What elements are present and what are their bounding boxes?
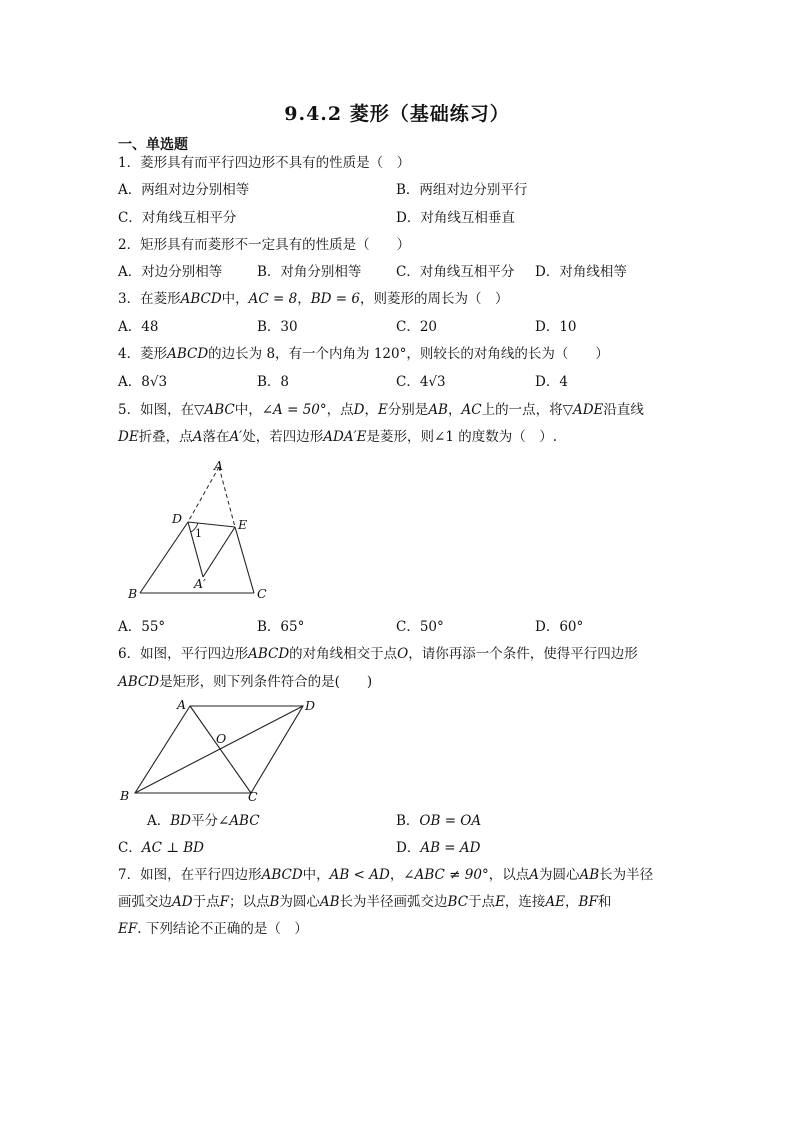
q5-label-a: A (214, 458, 224, 473)
q5-dashed-ae (219, 467, 235, 527)
q4-option-c: C．4√3 (396, 374, 446, 390)
section-heading: 一、单选题 (118, 137, 188, 153)
q5-label-1: 1 (195, 527, 202, 540)
page-title: 9.4.2 菱形（基础练习） (284, 103, 510, 125)
q1-option-a: A．两组对边分别相等 (118, 182, 250, 198)
q5-label-e: E (238, 517, 248, 532)
q5-figure (120, 455, 280, 605)
q3-option-a: A．48 (118, 319, 159, 335)
q5-option-c: C．50° (396, 619, 444, 635)
q5-stem-line1: 5．如图，在▽ABC中，∠A = 50°，点D，E分别是AB，AC上的一点，将▽ADE沿直线 (118, 402, 644, 418)
q2-option-d: D．对角线相等 (535, 264, 627, 280)
q3-stem: 3．在菱形ABCD中，AC = 8，BD = 6，则菱形的周长为（ ） (118, 291, 509, 307)
q6-option-d: D．AB = AD (396, 840, 481, 856)
q1-stem: 1．菱形具有而平行四边形不具有的性质是（ ） (118, 155, 411, 171)
q1-option-c: C．对角线互相平分 (118, 210, 237, 226)
q3-option-d: D．10 (535, 319, 577, 335)
q6-label-c: C (248, 789, 258, 804)
q5-label-d: D (172, 511, 183, 526)
q7-stem-line2: 画弧交边AD于点F；以点B为圆心AB长为半径画弧交边BC于点E，连接AE，BF和 (118, 894, 612, 910)
q5-stem-line2: DE折叠，点A落在A′处，若四边形ADA′E是菱形，则∠1 的度数为（ ）. (118, 429, 557, 445)
q4-option-d: D．4 (535, 374, 568, 390)
q5-label-a-prime: A′ (194, 576, 206, 591)
q7-stem-line1: 7．如图，在平行四边形ABCD中，AB < AD，∠ABC ≠ 90°，以点A为圆心AB长为半径 (118, 867, 654, 883)
q6-label-o: O (216, 731, 227, 746)
q6-figure (115, 695, 325, 807)
q5-option-d: D．60° (535, 619, 584, 635)
q4-option-a: A．8√3 (118, 374, 168, 390)
q5-side-ec (235, 527, 254, 593)
q4-stem: 4．菱形ABCD的边长为 8，有一个内角为 120°，则较长的对角线的长为（ ） (118, 346, 609, 362)
q1-option-d: D．对角线互相垂直 (396, 210, 515, 226)
q6-stem-line1: 6．如图，平行四边形ABCD的对角线相交于点O，请你再添一个条件，使得平行四边形 (118, 646, 638, 662)
q6-stem-line2: ABCD是矩形，则下列条件符合的是( ) (118, 674, 373, 690)
q6-label-a: A (177, 697, 187, 712)
q5-option-a: A．55° (118, 619, 166, 635)
q6-option-a: A．BD平分∠ABC (147, 813, 260, 829)
q6-label-b: B (120, 788, 130, 803)
q2-option-b: B．对角分别相等 (257, 264, 362, 280)
q2-option-a: A．对边分别相等 (118, 264, 223, 280)
q5-segment-ea-prime (203, 527, 235, 577)
q6-diagonal-bd (135, 706, 303, 793)
q6-option-b: B．OB = OA (396, 813, 482, 829)
q5-option-b: B．65° (257, 619, 305, 635)
q6-label-d: D (305, 698, 316, 713)
q5-dashed-ad (188, 467, 219, 522)
q4-option-b: B．8 (257, 374, 290, 390)
q5-label-c: C (257, 586, 267, 601)
q1-option-b: B．两组对边分别平行 (396, 182, 528, 198)
q7-stem-line3: EF. 下列结论不正确的是（ ） (118, 921, 308, 937)
q3-option-b: B．30 (257, 319, 298, 335)
q6-diagonal-ac (190, 706, 251, 793)
q2-option-c: C．对角线互相平分 (396, 264, 515, 280)
q3-option-c: C．20 (396, 319, 438, 335)
q6-option-c: C．AC ⊥ BD (118, 840, 204, 856)
q5-side-db (140, 522, 188, 593)
q2-stem: 2．矩形具有而菱形不一定具有的性质是（ ） (118, 237, 411, 253)
q5-label-b: B (128, 586, 138, 601)
